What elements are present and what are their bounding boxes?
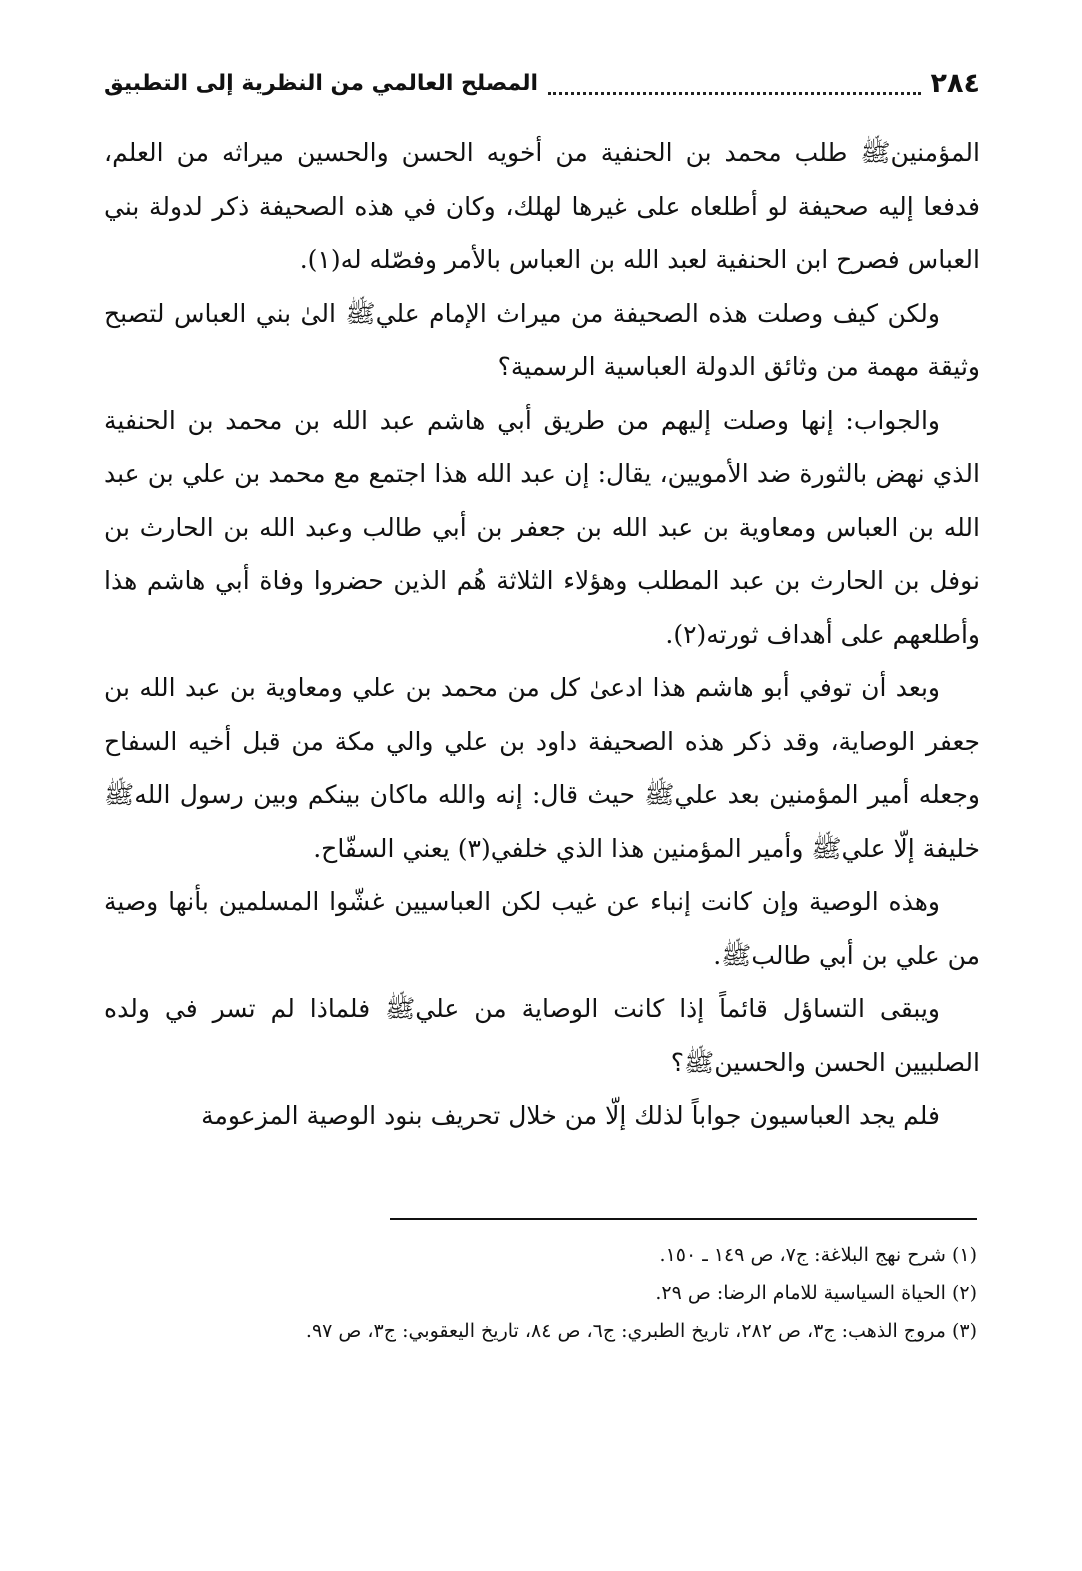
running-title: المصلح العالمي من النظرية إلى التطبيق	[104, 70, 539, 96]
footnotes	[104, 1236, 977, 1350]
footnote-3: (٣) مروج الذهب: ج٣، ص ٢٨٢، تاريخ الطبري: ج٦، ص ٨٤، تاريخ اليعقوبي: ج٣، ص ٩٧.	[305, 1320, 977, 1342]
paragraph-answer: والجواب: إنها وصلت إليهم من طريق أبي هاشم عبد الله بن محمد بن الحنفية الذي نهض بالثورة ضد الأمويين، يقال: إن عبد الله هذا اجتمع مع محمد بن علي بن عبد الله بن العباس ومعاوية بن عبد الله بن جعفر بن أبي طالب وعبد الله بن الحارث بن نوفل بن الحارث بن عبد المطلب وهؤلاء الثلاثة هُم الذين حضروا وفاة أبي هاشم هذا وأطلعهم على أهداف ثورته(٢).	[104, 405, 980, 649]
paragraph-testament: وهذه الوصية وإن كانت إنباء عن غيب لكن العباسيين غشّوا المسلمين بأنها وصية من علي بن أبي طالبﷺ.	[104, 887, 980, 970]
page-number: ٢٨٤	[930, 67, 980, 99]
footnote-2: (٢) الحياة السياسية للامام الرضا: ص ٢٩.	[655, 1282, 977, 1304]
paragraph-inquiry: ويبقى التساؤل قائماً إذا كانت الوصاية من عليﷺ فلماذا لم تسر في ولده الصلبيين الحسن والحسينﷺ؟	[104, 994, 980, 1077]
header-dot-leader	[548, 88, 920, 95]
body-text	[104, 126, 980, 1143]
paragraph-succession: وبعد أن توفي أبو هاشم هذا ادعىٰ كل من محمد بن علي ومعاوية بن عبد الله بن جعفر الوصاية، وقد ذكر هذه الصحيفة داود بن علي والي مكة من قبل أخيه السفاح وجعله أمير المؤمنين بعد عليﷺ حيث قال: إنه والله ماكان بينكم وبين رسول اللهﷺ خليفة إلّا عليﷺ وأمير المؤمنين هذا الذي خلفي(٣) يعني السفّاح.	[104, 673, 980, 863]
paragraph-continuation: المؤمنينﷺ طلب محمد بن الحنفية من أخويه الحسن والحسين ميراثه من العلم، فدفعا إليه صحيفة لو أطلعاه على غيرها لهلك، وكان في هذه الصحيفة ذكر لدولة بني العباس فصرح ابن الحنفية لعبد الله بن العباس بالأمر وفصّله له(١).	[104, 138, 980, 274]
paragraph-conclusion: فلم يجد العباسيون جواباً لذلك إلّا من خلال تحريف بنود الوصية المزعومة	[201, 1101, 940, 1130]
footnote-divider	[390, 1218, 977, 1220]
page-header	[104, 58, 980, 108]
footnote-1: (١) شرح نهج البلاغة: ج٧، ص ١٤٩ ـ ١٥٠.	[659, 1244, 977, 1266]
paragraph-question: ولكن كيف وصلت هذه الصحيفة من ميراث الإمام عليﷺ الىٰ بني العباس لتصبح وثيقة مهمة من وثائق الدولة العباسية الرسمية؟	[104, 298, 980, 381]
